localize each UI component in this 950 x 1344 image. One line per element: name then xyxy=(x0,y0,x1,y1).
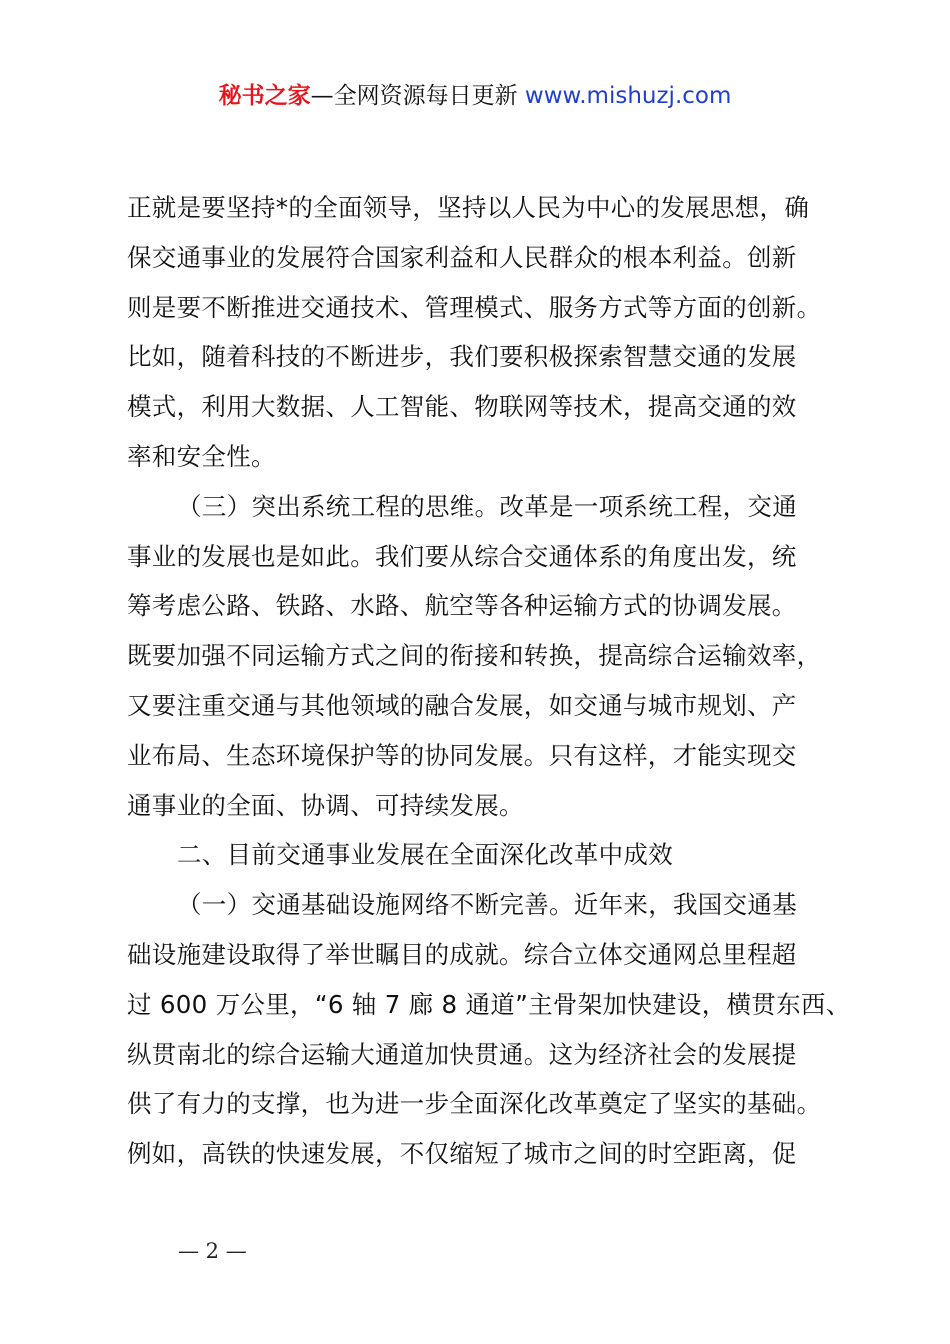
text-line: 则是要不断推进交通技术、管理模式、服务方式等方面的创新。 xyxy=(127,292,822,322)
text-line: 例如，高铁的快速发展，不仅缩短了城市之间的时空距离，促 xyxy=(127,1139,797,1169)
text-line: 保交通事业的发展符合国家利益和人民群众的根本利益。创新 xyxy=(127,242,797,272)
text-line: 又要注重交通与其他领域的融合发展，如交通与城市规划、产 xyxy=(127,690,797,720)
text-line: 业布局、生态环境保护等的协同发展。只有这样，才能实现交 xyxy=(127,740,797,770)
text-line: 础设施建设取得了举世瞩目的成就。综合立体交通网总里程超 xyxy=(127,939,797,969)
paragraph-start-line: （一）交通基础设施网络不断完善。近年来，我国交通基 xyxy=(177,890,797,920)
page-number: — 2 — xyxy=(178,1239,247,1263)
text-line: 事业的发展也是如此。我们要从综合交通体系的角度出发，统 xyxy=(127,541,797,571)
text-line: 供了有力的支撑，也为进一步全面深化改革奠定了坚实的基础。 xyxy=(127,1089,822,1119)
paragraph-start-line: （三）突出系统工程的思维。改革是一项系统工程，交通 xyxy=(177,491,797,521)
site-tagline: —全网资源每日更新 xyxy=(310,83,518,109)
site-url-link[interactable]: www.mishuzj.com xyxy=(524,83,732,109)
text-line: 通事业的全面、协调、可持续发展。 xyxy=(127,790,524,820)
site-brand: 秘书之家 xyxy=(218,83,311,109)
text-line: 既要加强不同运输方式之间的衔接和转换，提高综合运输效率， xyxy=(127,641,822,671)
text-line: 纵贯南北的综合运输大通道加快贯通。这为经济社会的发展提 xyxy=(127,1039,797,1069)
text-line: 率和安全性。 xyxy=(127,441,276,471)
text-line: 筹考虑公路、铁路、水路、航空等各种运输方式的协调发展。 xyxy=(127,591,797,621)
site-header xyxy=(0,80,950,112)
text-line: 比如，随着科技的不断进步，我们要积极探索智慧交通的发展 xyxy=(127,342,797,372)
text-line: 正就是要坚持*的全面领导，坚持以人民为中心的发展思想，确 xyxy=(127,193,810,222)
text-line: 过 600 万公里，“6 轴 7 廊 8 通道”主骨架加快建设，横贯东西、 xyxy=(127,989,851,1019)
section-heading: 二、目前交通事业发展在全面深化改革中成效 xyxy=(177,840,673,870)
body-text xyxy=(127,183,851,1179)
text-line: 模式，利用大数据、人工智能、物联网等技术，提高交通的效 xyxy=(127,392,797,422)
